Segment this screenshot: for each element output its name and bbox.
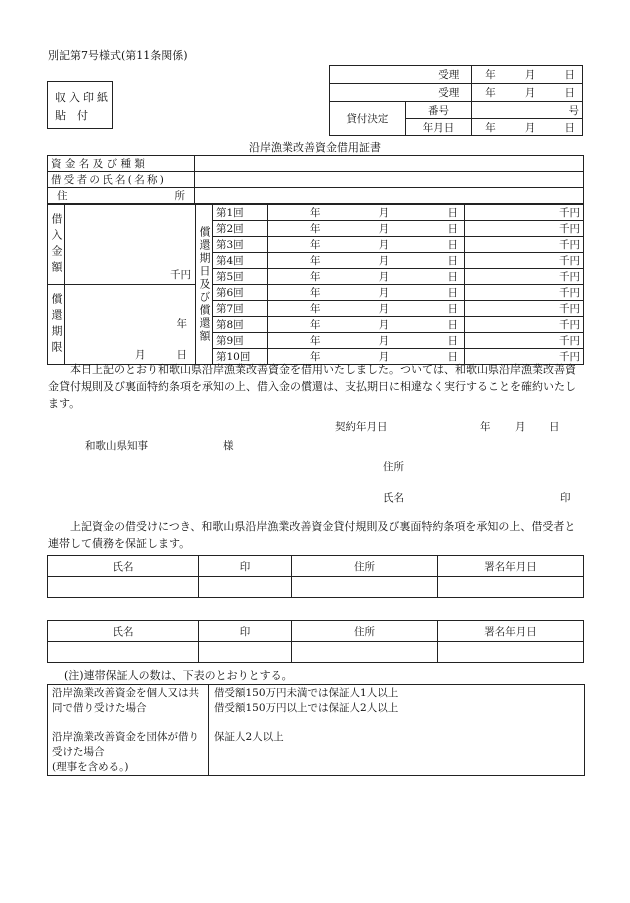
fund-value (195, 156, 584, 172)
signer-name-label: 氏名 (383, 492, 404, 504)
date-day: 日 (564, 69, 575, 81)
guarantor-date-cell (438, 577, 584, 598)
installment-amount: 千円 (465, 253, 584, 269)
installment-amount: 千円 (465, 221, 584, 237)
date-day: 日 (564, 87, 575, 99)
installment-year: 年 (310, 351, 321, 363)
rule-case-group-note: (理事を含める。) (52, 761, 129, 773)
addressee-honorific: 様 (223, 440, 234, 452)
stamp-line1: 収入印紙 (55, 91, 111, 104)
installment-label: 第7回 (213, 301, 268, 317)
period-day: 日 (176, 348, 187, 361)
guarantor-date-header: 署名年月日 (438, 621, 584, 642)
installment-amount: 千円 (465, 237, 584, 253)
installment-amount: 千円 (465, 333, 584, 349)
guarantor-name-cell (48, 577, 199, 598)
installment-year: 年 (310, 287, 321, 299)
installment-day: 日 (447, 207, 458, 219)
installment-label: 第4回 (213, 253, 268, 269)
installment-month: 月 (378, 239, 390, 251)
rule-individual-under: 借受額150万円未満では保証人1人以上 (214, 687, 399, 699)
guarantor-address-cell (292, 577, 438, 598)
date-month: 月 (524, 69, 536, 81)
reception-label: 受理 (330, 84, 472, 102)
loan-amount-label-cell (48, 205, 65, 285)
signer-seal: 印 (560, 492, 571, 504)
installment-amount: 千円 (465, 269, 584, 285)
date-month: 月 (524, 121, 536, 134)
contract-day: 日 (549, 421, 560, 433)
guarantor-seal-cell (199, 642, 292, 663)
guarantor-name-header: 氏名 (48, 556, 199, 577)
installment-year: 年 (310, 223, 321, 235)
loan-amount-label: 借入金額 (50, 212, 63, 277)
guarantor-address-cell (292, 642, 438, 663)
installment-day: 日 (447, 271, 458, 283)
installment-date (268, 253, 465, 269)
installment-month: 月 (378, 303, 390, 315)
loan-amount-unit: 千円 (170, 269, 191, 281)
guarantor-seal-header: 印 (199, 621, 292, 642)
installment-date (268, 301, 465, 317)
date-year: 年 (485, 69, 496, 81)
installment-date (268, 269, 465, 285)
installment-year: 年 (310, 239, 321, 251)
installment-amount: 千円 (465, 349, 584, 365)
installment-date (268, 237, 465, 253)
installment-label: 第8回 (213, 317, 268, 333)
rule-group: 保証人2人以上 (214, 731, 284, 743)
guarantor-seal-cell (199, 577, 292, 598)
installment-year: 年 (310, 335, 321, 347)
date-year: 年 (485, 121, 496, 134)
decision-date-label: 年月日 (405, 119, 471, 136)
installment-month: 月 (378, 255, 390, 267)
repayment-schedule-label-cell (196, 205, 213, 365)
contract-month: 月 (515, 421, 526, 433)
installment-amount: 千円 (465, 301, 584, 317)
installment-amount: 千円 (465, 317, 584, 333)
installment-day: 日 (447, 287, 458, 299)
repayment-period-value (65, 285, 196, 365)
repayment-period-label-cell (48, 285, 65, 365)
installment-date (268, 285, 465, 301)
installment-amount: 千円 (465, 205, 584, 221)
installment-day: 日 (447, 223, 458, 235)
period-month: 月 (135, 348, 146, 361)
borrower-label: 借受者の氏名(名称) (48, 172, 195, 188)
installment-month: 月 (378, 287, 390, 299)
installment-month: 月 (378, 351, 390, 363)
guarantor-date-header: 署名年月日 (438, 556, 584, 577)
loan-schedule-table (47, 204, 584, 365)
number-suffix: 号 (472, 102, 583, 119)
borrower-info-table (47, 155, 584, 204)
note-text: (注)連帯保証人の数は、下表のとおりとする。 (64, 669, 293, 682)
address-label-a: 住 (57, 190, 68, 202)
installment-label: 第9回 (213, 333, 268, 349)
guarantor-rules-table (47, 684, 585, 776)
guarantor-table-1 (47, 555, 584, 598)
installment-date (268, 205, 465, 221)
installment-year: 年 (310, 319, 321, 331)
installment-label: 第3回 (213, 237, 268, 253)
installment-day: 日 (447, 303, 458, 315)
address-value (195, 188, 584, 204)
rules-divider (208, 685, 209, 775)
reception-table (329, 65, 583, 136)
date-year: 年 (485, 87, 496, 99)
installment-date (268, 333, 465, 349)
rule-case-individual: 沿岸漁業改善資金を個人又は共同で借り受けた場合 (52, 687, 199, 714)
installment-year: 年 (310, 303, 321, 315)
signer-address-label: 住所 (383, 461, 404, 473)
guarantee-text: 上記資金の借受けにつき、和歌山県沿岸漁業改善資金貸付規則及び裏面特約条項を承知の上、借受者と連帯して債務を保証します。 (48, 520, 576, 550)
address-label-b: 所 (174, 190, 185, 202)
period-year: 年 (176, 317, 187, 330)
revenue-stamp-box (47, 81, 113, 129)
installment-label: 第5回 (213, 269, 268, 285)
contract-date-label: 契約年月日 (335, 421, 388, 433)
installment-amount: 千円 (465, 285, 584, 301)
loan-decision-label: 貸付決定 (330, 102, 406, 136)
page-title: 沿岸漁業改善資金借用証書 (249, 141, 381, 154)
installment-label: 第6回 (213, 285, 268, 301)
installment-month: 月 (378, 335, 390, 347)
installment-day: 日 (447, 319, 458, 331)
date-month: 月 (524, 87, 536, 99)
rule-individual-over: 借受額150万円以上では保証人2人以上 (214, 702, 399, 714)
repayment-period-label: 償還期限 (50, 292, 63, 357)
loan-amount-value (65, 205, 196, 285)
reception-label: 受理 (330, 66, 472, 84)
guarantor-address-header: 住所 (292, 621, 438, 642)
installment-month: 月 (378, 319, 390, 331)
statement-text: 本日上記のとおり和歌山県沿岸漁業改善資金を借用いたしました。ついては、和歌山県沿岸漁業改善資金貸付規則及び裏面特約条項を承知の上、借入金の償還は、支払期日に相違なく実行することを確約いたします。 (48, 363, 576, 410)
installment-month: 月 (378, 207, 390, 219)
installment-day: 日 (447, 255, 458, 267)
installment-month: 月 (378, 271, 390, 283)
installment-year: 年 (310, 255, 321, 267)
date-day: 日 (564, 121, 575, 134)
repayment-schedule-label: 償還期日及び償還額 (198, 226, 211, 343)
guarantor-name-cell (48, 642, 199, 663)
guarantor-seal-header: 印 (199, 556, 292, 577)
installment-day: 日 (447, 239, 458, 251)
installment-month: 月 (378, 223, 390, 235)
number-label: 番号 (405, 102, 471, 119)
installment-year: 年 (310, 271, 321, 283)
guarantor-date-cell (438, 642, 584, 663)
installment-date (268, 221, 465, 237)
installment-label: 第10回 (213, 349, 268, 365)
installment-day: 日 (447, 351, 458, 363)
rule-case-group: 沿岸漁業改善資金を団体が借り受けた場合 (52, 731, 199, 758)
installment-year: 年 (310, 207, 321, 219)
installment-label: 第1回 (213, 205, 268, 221)
fund-label: 資金名及び種類 (48, 156, 195, 172)
borrower-value (195, 172, 584, 188)
stamp-line2: 貼 付 (55, 109, 88, 122)
installment-label: 第2回 (213, 221, 268, 237)
guarantor-address-header: 住所 (292, 556, 438, 577)
guarantor-name-header: 氏名 (48, 621, 199, 642)
installment-date (268, 317, 465, 333)
installment-day: 日 (447, 335, 458, 347)
form-label: 別記第7号様式(第11条関係) (48, 49, 188, 62)
addressee-name: 和歌山県知事 (85, 440, 148, 452)
guarantor-table-2 (47, 620, 584, 663)
contract-year: 年 (480, 421, 491, 433)
